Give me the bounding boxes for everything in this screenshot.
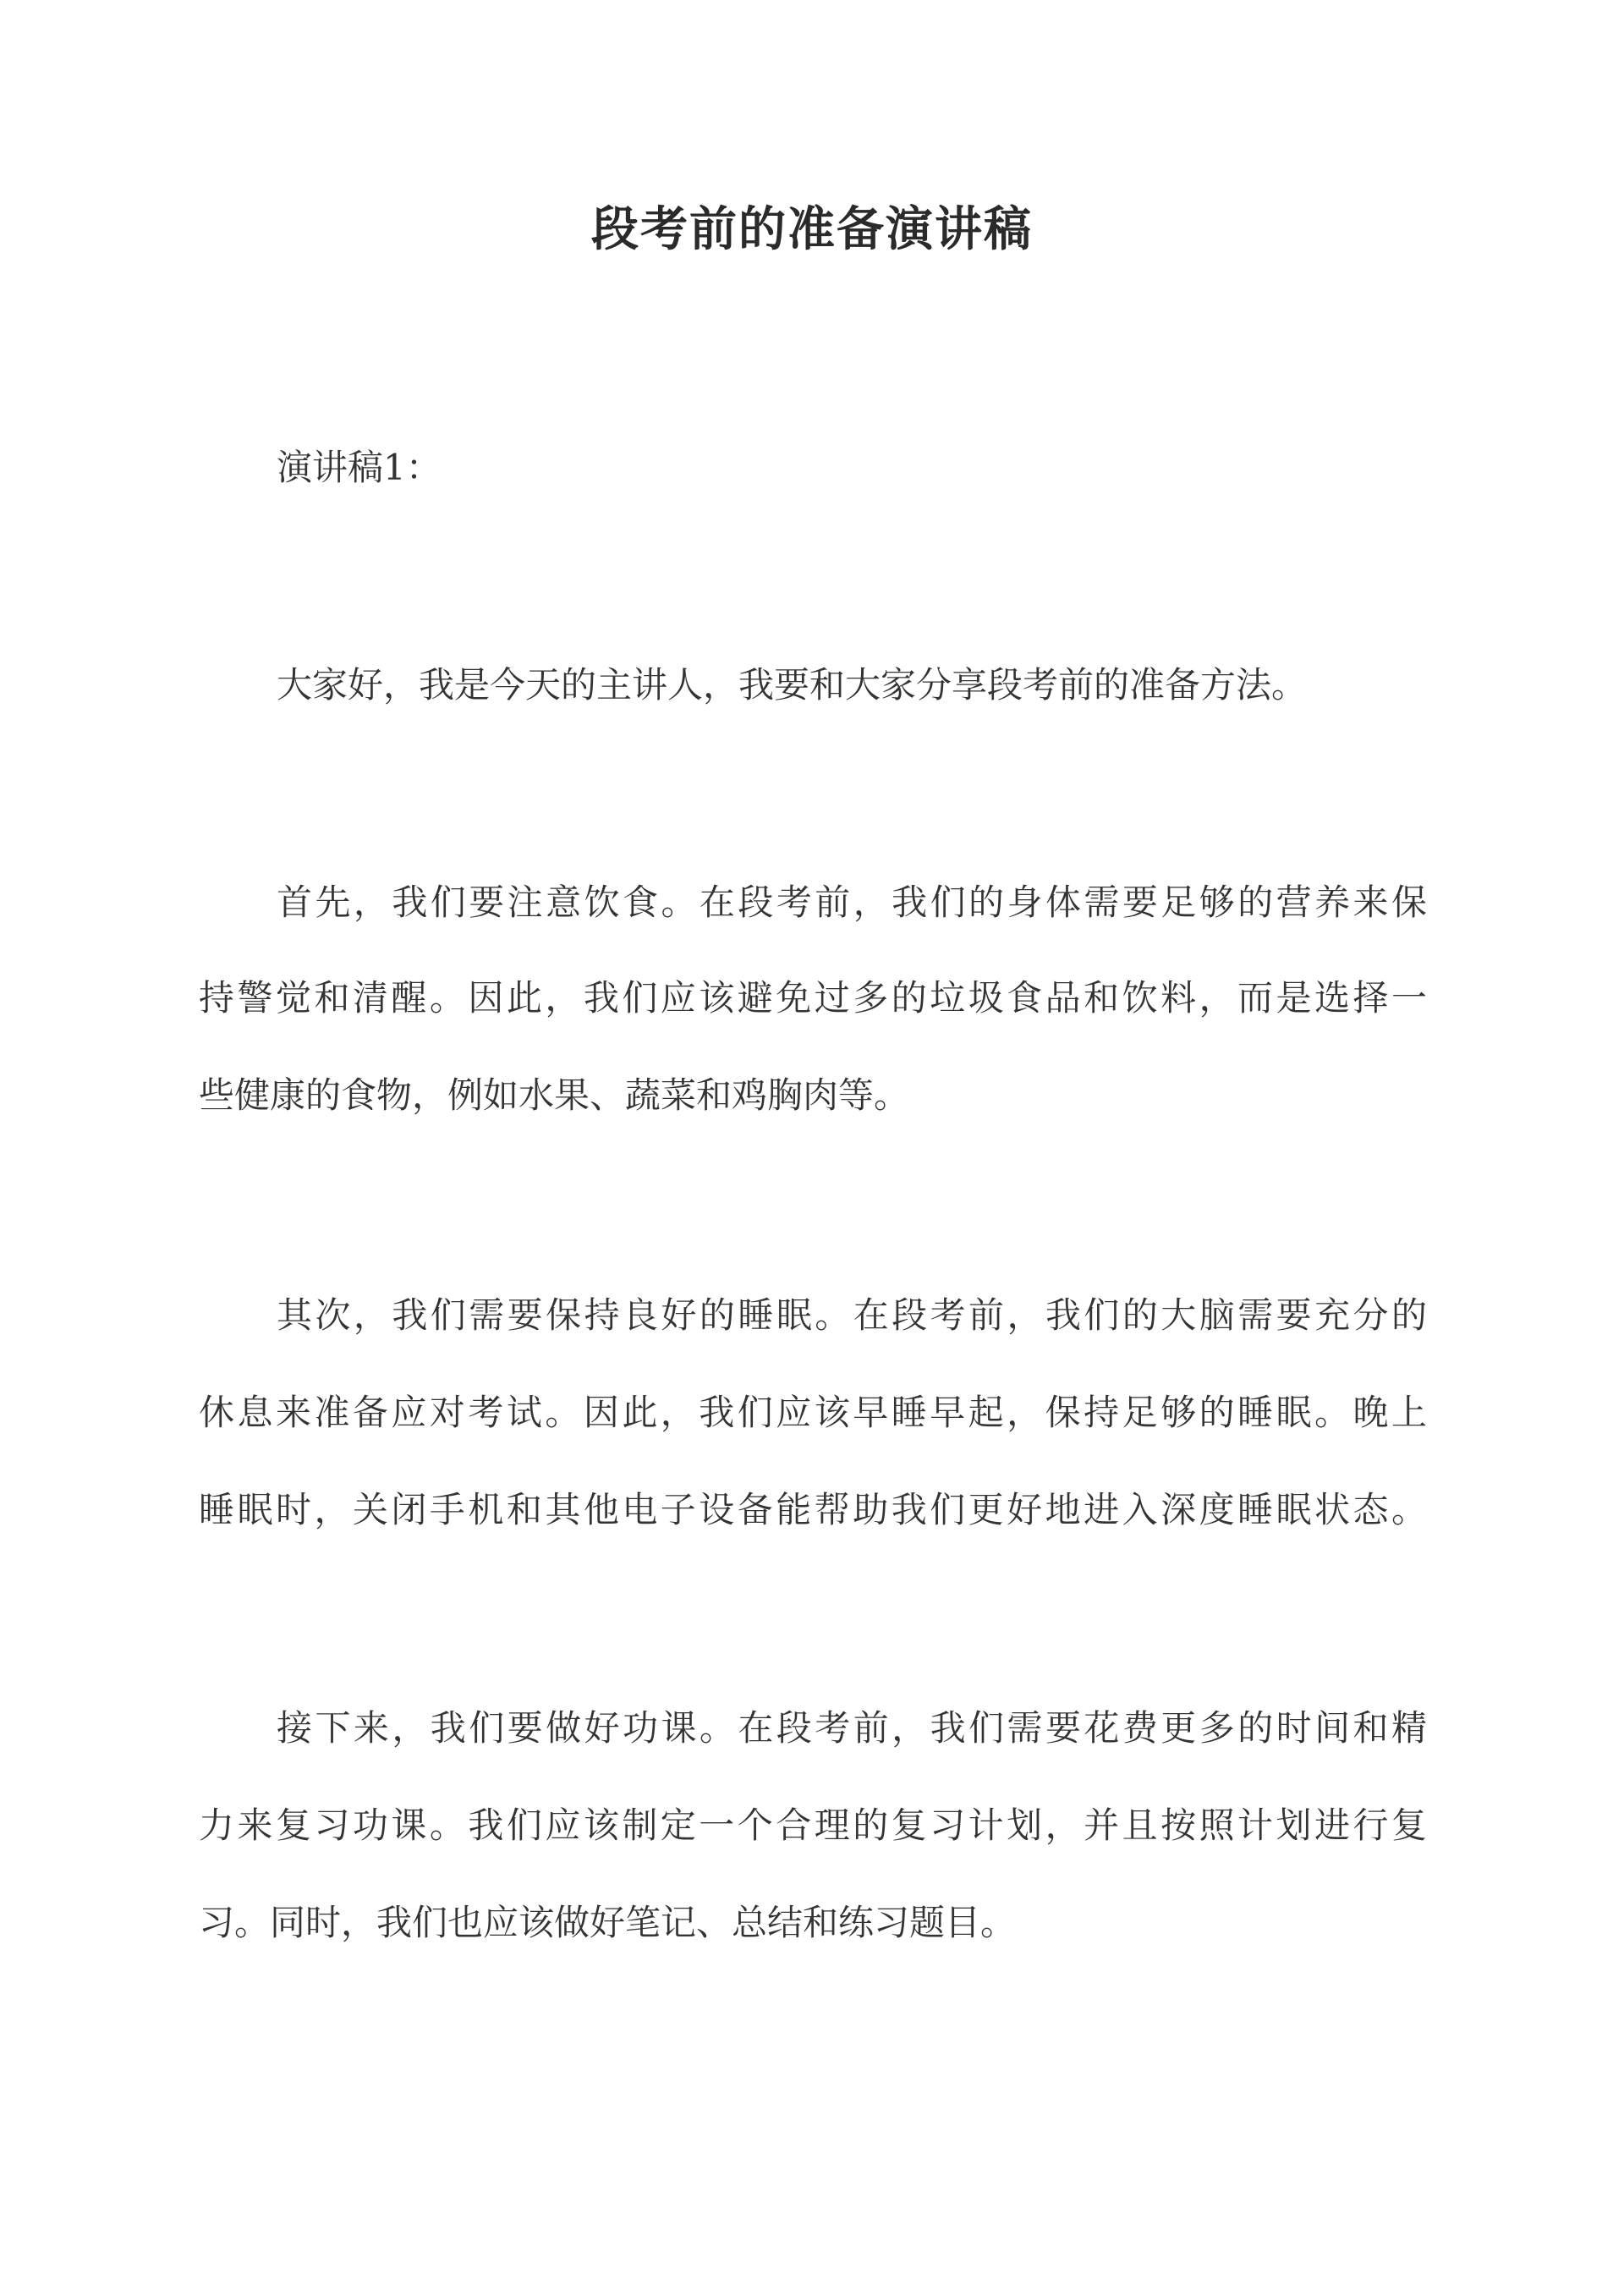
paragraph-4-line-1: 接下来，我们要做好功课。在段考前，我们需要花费更多的时间和精 [277,1707,1427,1749]
paragraph-2-line-3: 些健康的食物，例如水果、蔬菜和鸡胸肉等。 [199,1074,910,1116]
paragraph-4-line-3: 习。同时，我们也应该做好笔记、总结和练习题目。 [199,1902,1017,1943]
paragraph-3-line-1: 其次，我们需要保持良好的睡眠。在段考前，我们的大脑需要充分的 [277,1294,1427,1336]
paragraph-1-line-1: 大家好，我是今天的主讲人，我要和大家分享段考前的准备方法。 [277,664,1308,706]
paragraph-2-line-2: 持警觉和清醒。因此，我们应该避免过多的垃圾食品和饮料，而是选择一 [199,977,1427,1019]
paragraph-3-line-2: 休息来准备应对考试。因此，我们应该早睡早起，保持足够的睡眠。晚上 [199,1392,1427,1433]
document-title: 段考前的准备演讲稿 [591,201,1033,257]
paragraph-4-line-2: 力来复习功课。我们应该制定一个合理的复习计划，并且按照计划进行复 [199,1804,1427,1846]
paragraph-3-line-3: 睡眠时，关闭手机和其他电子设备能帮助我们更好地进入深度睡眠状态。 [199,1489,1427,1530]
section-heading: 演讲稿1： [277,447,442,488]
paragraph-2-line-1: 首先，我们要注意饮食。在段考前，我们的身体需要足够的营养来保 [277,882,1427,923]
